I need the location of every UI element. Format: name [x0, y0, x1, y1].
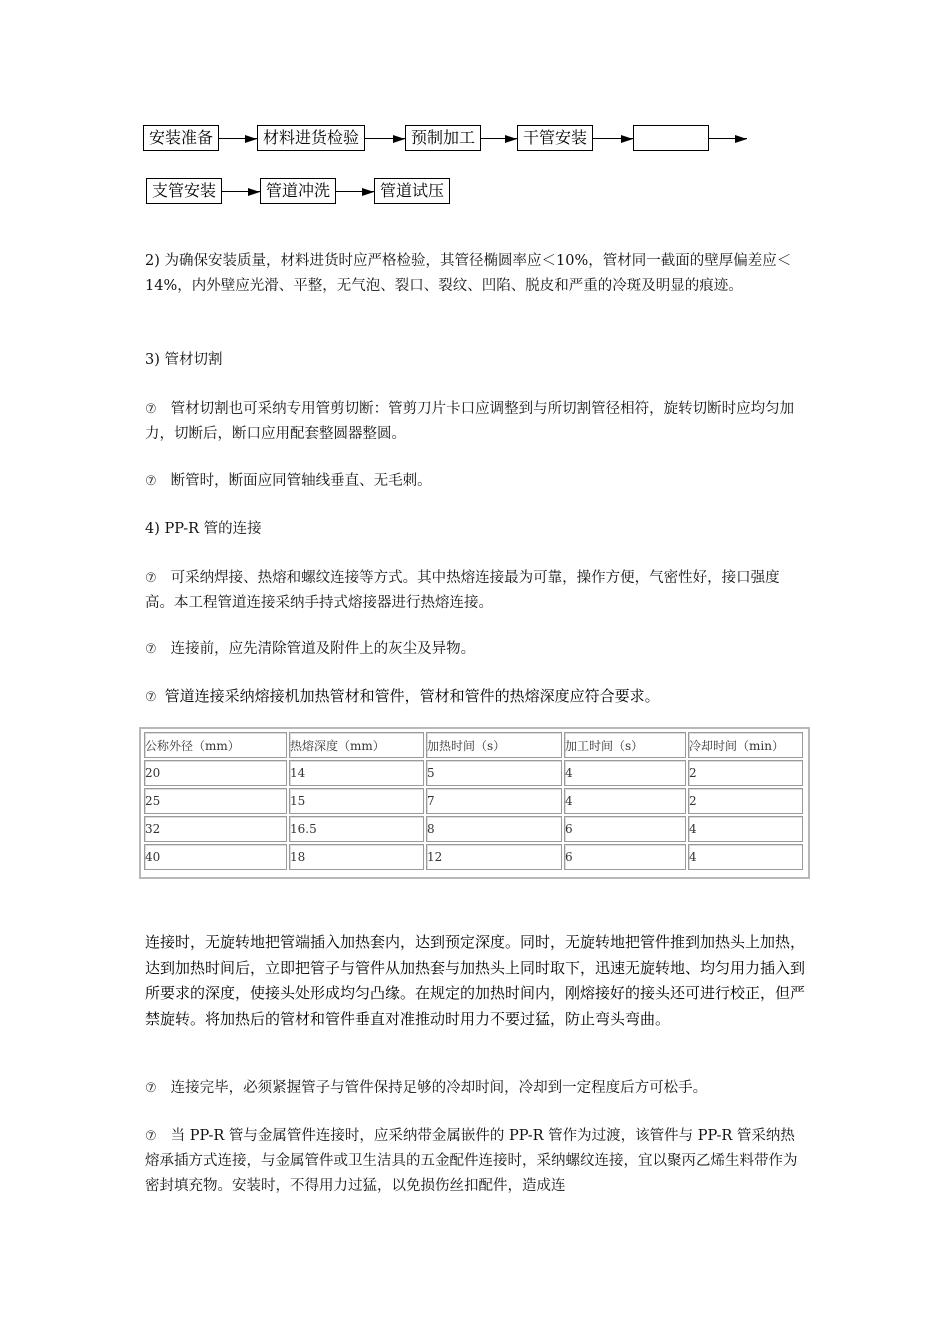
table-header-cell: 公称外径（mm）	[144, 732, 287, 758]
table-cell: 4	[564, 760, 686, 786]
table-header-cell: 加工时间（s）	[564, 732, 686, 758]
flow-step-material-inspection: 材料进货检验	[257, 125, 365, 151]
flow-step-flush: 管道冲洗	[260, 178, 336, 204]
table-cell: 4	[564, 788, 686, 814]
paragraph-material-inspection: 2) 为确保安装质量，材料进货时应严格检验，其管径椭圆率应＜10%，管材同一截面的壁厚偏差应＜14%，内外壁应光滑、平整，无气泡、裂口、裂纹、凹陷、脱皮和严重的冷斑及明显的痕迹。	[145, 253, 792, 294]
paragraph-text: 连接完毕，必须紧握管子与管件保持足够的冷却时间，冷却到一定程度后方可松手。	[170, 1080, 708, 1096]
bullet-icon: ⑦	[145, 474, 157, 489]
table-cell: 5	[426, 760, 562, 786]
table-cell: 40	[144, 844, 287, 870]
flow-arrow	[219, 134, 257, 144]
paragraph-text: 连接前，应先清除管道及附件上的灰尘及异物。	[170, 641, 476, 657]
flow-step-branch-pipe: 支管安装	[146, 178, 222, 204]
table-row	[144, 844, 803, 870]
table-row	[144, 788, 803, 814]
flow-arrow	[593, 134, 633, 144]
paragraph-pipe-cutting-method	[145, 397, 805, 447]
table-cell: 25	[144, 788, 287, 814]
paragraph-text: 当 PP-R 管与金属管件连接时，应采纳带金属嵌件的 PP-R 管作为过渡，该管件与 PP-R 管采纳热熔承插方式连接，与金属管件或卫生洁具的五金配件连接时，采纳螺纹连接，宜以聚丙乙烯生料带作为密封填充物。安装时，不得用力过猛，以免损伤丝扣配件，造成连	[145, 1128, 798, 1194]
table-cell: 12	[426, 844, 562, 870]
paragraph-cooling	[145, 1076, 805, 1101]
heading-pipe-cutting: 3) 管材切割	[145, 352, 223, 368]
flow-arrow	[709, 134, 747, 144]
flow-step-install-prep: 安装准备	[143, 125, 219, 151]
flow-step-pressure-test: 管道试压	[374, 178, 450, 204]
table-cell: 15	[289, 788, 424, 814]
table-cell: 8	[426, 816, 562, 842]
bullet-icon: ⑦	[145, 571, 157, 586]
table-cell: 14	[289, 760, 424, 786]
table-cell: 4	[688, 844, 803, 870]
paragraph-cut-surface	[145, 469, 805, 494]
bullet-icon: ⑦	[145, 1129, 157, 1144]
paragraph-text: 管道连接采纳熔接机加热管材和管件，管材和管件的热熔深度应符合要求。	[164, 687, 660, 705]
bullet-icon: ⑦	[145, 402, 157, 417]
paragraph-text: 断管时，断面应同管轴线垂直、无毛刺。	[170, 473, 432, 489]
fusion-parameters-table	[139, 727, 810, 879]
table-cell: 2	[688, 760, 803, 786]
flow-step-main-pipe: 干管安装	[517, 125, 593, 151]
flow-arrow	[336, 187, 374, 197]
table-row	[144, 760, 803, 786]
paragraph-text: 管材切割也可采纳专用管剪切断：管剪刀片卡口应调整到与所切割管径相符，旋转切断时应均匀加力，切断后，断口应用配套整圆器整圆。	[145, 401, 795, 442]
table-header-cell: 热熔深度（mm）	[289, 732, 424, 758]
paragraph-text: 可采纳焊接、热熔和螺纹连接等方式。其中热熔连接最为可靠，操作方便，气密性好，接口强度高。本工程管道连接采纳手持式熔接器进行热熔连接。	[145, 570, 780, 611]
paragraph-connection-methods	[145, 566, 805, 616]
parameters-table	[142, 730, 805, 872]
table-cell: 32	[144, 816, 287, 842]
paragraph-metal-fittings	[145, 1124, 805, 1199]
flow-step-prefab: 预制加工	[405, 125, 481, 151]
bullet-icon: ⑦	[145, 642, 157, 657]
table-cell: 2	[688, 788, 803, 814]
table-header-row	[144, 732, 803, 758]
table-cell: 6	[564, 816, 686, 842]
flow-step-empty	[633, 125, 709, 151]
flow-arrow	[481, 134, 517, 144]
table-cell: 18	[289, 844, 424, 870]
table-cell: 6	[564, 844, 686, 870]
table-cell: 4	[688, 816, 803, 842]
bullet-icon: ⑦	[145, 1081, 157, 1096]
bullet-icon: ⑦	[145, 690, 157, 705]
flow-arrow	[222, 187, 260, 197]
table-cell: 16.5	[289, 816, 424, 842]
table-cell: 7	[426, 788, 562, 814]
heading-ppr-connection: 4) PP-R 管的连接	[145, 521, 262, 537]
table-cell: 20	[144, 760, 287, 786]
paragraph-connection-procedure: 连接时，无旋转地把管端插入加热套内，达到预定深度。同时，无旋转地把管件推到加热头上加热，达到加热时间后，立即把管子与管件从加热套与加热头上同时取下，迅速无旋转地、均匀用力插入到所要求的深度，使接头处形成均匀凸缘。在规定的加热时间内，刚熔接好的接头还可进行校正，但严禁旋转。将加热后的管材和管件垂直对准推动时用力不要过猛，防止弯头弯曲。	[145, 933, 806, 1028]
table-row	[144, 816, 803, 842]
flow-arrow	[365, 134, 405, 144]
table-header-cell: 加热时间（s）	[426, 732, 562, 758]
paragraph-clean-before	[145, 637, 805, 662]
table-header-cell: 冷却时间（min）	[688, 732, 803, 758]
paragraph-fusion-depth	[145, 684, 805, 710]
